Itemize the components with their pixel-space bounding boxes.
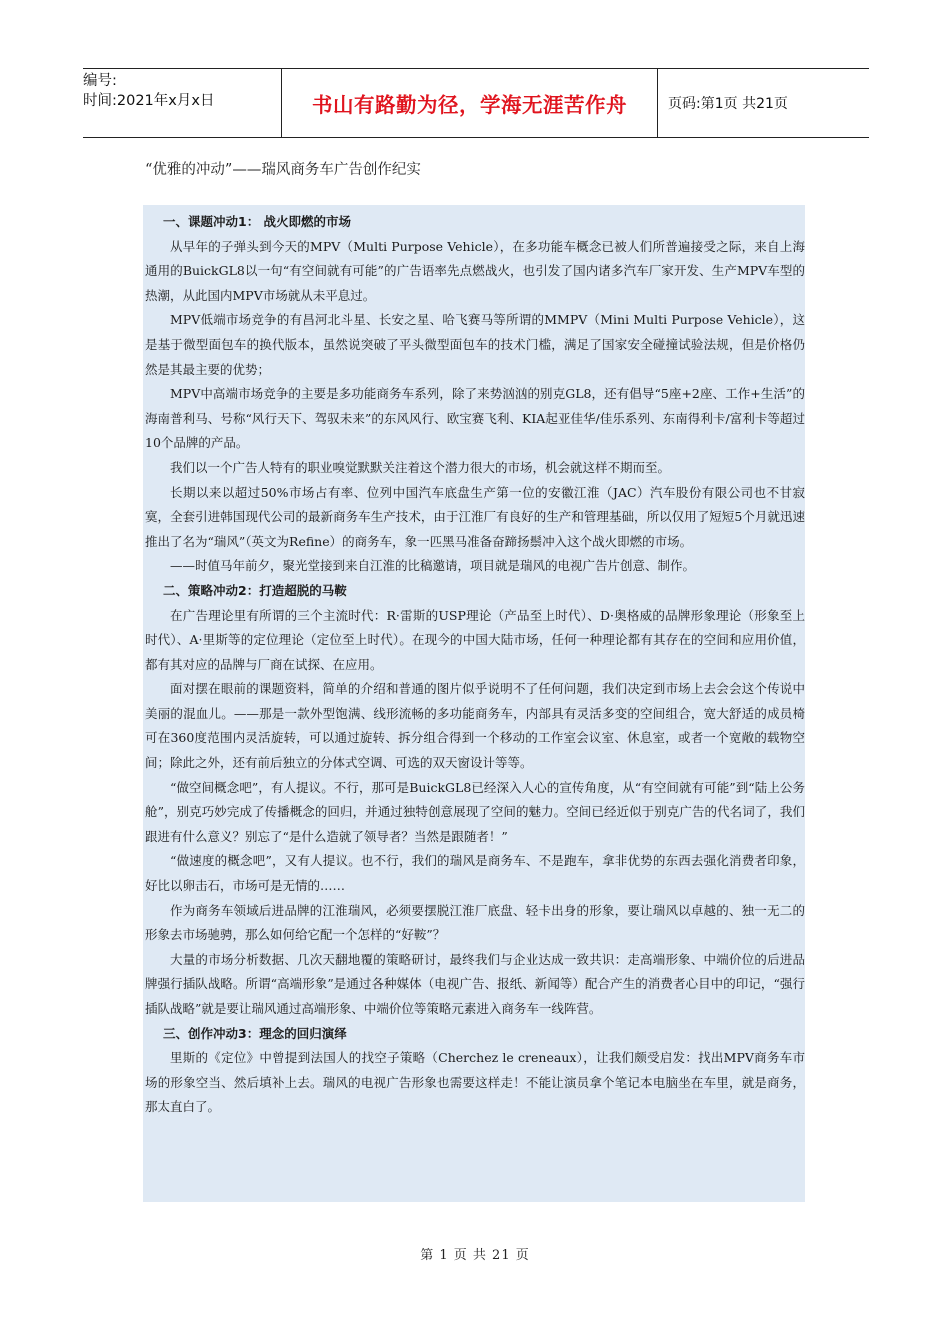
paragraph: “做速度的概念吧”，又有人提议。也不行，我们的瑞风是商务车、不是跑车，拿非优势的东西去强化消费者印象，好比以卵击石，市场可是无情的…… bbox=[145, 853, 805, 894]
paragraph: 在广告理论里有所谓的三个主流时代：R·雷斯的USP理论（产品至上时代）、D·奥格威的品牌形象理论（形象至上时代）、A·里斯等的定位理论（定位至上时代）。在现今的中国大陆市场，任何一种理论都有其存在的空间和应用价值，都有其对应的品牌与厂商在试探、在应用。 bbox=[145, 607, 805, 672]
page-footer: 第 1 页 共 21 页 bbox=[420, 1248, 530, 1263]
doc-date-label: 时间:2021年x月x日 bbox=[83, 93, 215, 109]
section-heading-1: 一、课题冲动1： 战火即燃的市场 bbox=[163, 214, 352, 229]
paragraph: “做空间概念吧”，有人提议。不行，那可是BuickGL8已经深入人心的宣传角度，从“有空间就有可能”到“陆上公务舱”，别克巧妙完成了传播概念的回归，并通过独特创意展现了空间的魅力。空间已经近似于别克广告的代名词了，我们跟进有什么意义？别忘了“是什么造就了领导者？当然是跟随者！” bbox=[145, 779, 805, 844]
header-page-cell bbox=[657, 69, 869, 137]
header-page-label: 页码:第1页 共21页 bbox=[668, 96, 788, 112]
paragraph: 里斯的《定位》中曾提到法国人的找空子策略（Cherchez le creneaux），让我们颇受启发：找出MPV商务车市场的形象空当、然后填补上去。瑞风的电视广告形象也需要这样走！不能让演员拿个笔记本电脑坐在车里，就是商务，那太直白了。 bbox=[145, 1050, 805, 1115]
header-meta bbox=[83, 69, 281, 137]
doc-number-label: 编号: bbox=[83, 73, 117, 89]
paragraph: 作为商务车领域后进品牌的江淮瑞风，必须要摆脱江淮厂底盘、轻卡出身的形象，要让瑞风以卓越的、独一无二的形象去市场驰骋，那么如何给它配一个怎样的“好鞍”？ bbox=[145, 902, 805, 943]
paragraph: MPV低端市场竞争的有昌河北斗星、长安之星、哈飞赛马等所谓的MMPV（Mini Multi Purpose Vehicle），这是基于微型面包车的换代版本，虽然说突破了平头微型面包车的技术门槛，满足了国家安全碰撞试验法规，但是价格仍然是其最主要的优势； bbox=[145, 312, 805, 377]
header-motto: 书山有路勤为径，学海无涯苦作舟 bbox=[312, 93, 627, 117]
section-heading-3: 三、创作冲动3：理念的回归演绎 bbox=[163, 1025, 347, 1041]
document-title: “优雅的冲动”——瑞风商务车广告创作纪实 bbox=[145, 162, 421, 178]
paragraph: MPV中高端市场竞争的主要是多功能商务车系列，除了来势汹汹的别克GL8，还有倡导“5座+2座、工作+生活”的海南普利马、号称“风行天下、驾驭未来”的东风风行、欧宝赛飞利、KIA起亚佳华/佳乐系列、东南得利卡/富利卡等超过10个品牌的产品。 bbox=[145, 386, 805, 451]
paragraph: ——时值马年前夕，聚光堂接到来自江淮的比稿邀请，项目就是瑞风的电视广告片创意、制作。 bbox=[170, 558, 696, 574]
article-body bbox=[143, 205, 805, 1202]
paragraph: 从早年的子弹头到今天的MPV（Multi Purpose Vehicle），在多功能车概念已被人们所普遍接受之际，来自上海通用的BuickGL8以一句“有空间就有可能”的广告语率先点燃战火，也引发了国内诸多汽车厂家开发、生产MPV车型的热潮，从此国内MPV市场就从未平息过。 bbox=[145, 238, 805, 303]
header-motto-cell bbox=[281, 69, 657, 137]
paragraph: 长期以来以超过50%市场占有率、位列中国汽车底盘生产第一位的安徽江淮（JAC）汽车股份有限公司也不甘寂寞，全套引进韩国现代公司的最新商务车生产技术，由于江淮厂有良好的生产和管理基础，所以仅用了短短5个月就迅速推出了名为“瑞风”（英文为Refine）的商务车，象一匹黑马准备奋蹄扬鬃冲入这个战火即燃的市场。 bbox=[145, 484, 805, 549]
paragraph: 我们以一个广告人特有的职业嗅觉默默关注着这个潜力很大的市场，机会就这样不期而至。 bbox=[170, 459, 671, 475]
paragraph: 面对摆在眼前的课题资料，简单的介绍和普通的图片似乎说明不了任何问题，我们决定到市场上去会会这个传说中美丽的混血儿。——那是一款外型饱满、线形流畅的多功能商务车，内部具有灵活多变的空间组合，宽大舒适的成员椅可在360度范围内灵活旋转，可以通过旋转、拆分组合得到一个移动的工作室会议室、休息室，或者一个宽敞的载物空间；除此之外，还有前后独立的分体式空调、可选的双天窗设计等等。 bbox=[145, 681, 805, 771]
page-header bbox=[83, 68, 869, 138]
section-heading-2: 二、策略冲动2：打造超脱的马鞍 bbox=[163, 582, 347, 598]
paragraph: 大量的市场分析数据、几次天翻地覆的策略研讨，最终我们与企业达成一致共识：走高端形象、中端价位的后进品牌强行插队战略。所谓“高端形象”是通过各种媒体（电视广告、报纸、新闻等）配合产生的消费者心目中的印记，“强行插队战略”就是要让瑞风通过高端形象、中端价位等策略元素进入商务车一线阵营。 bbox=[145, 951, 805, 1016]
